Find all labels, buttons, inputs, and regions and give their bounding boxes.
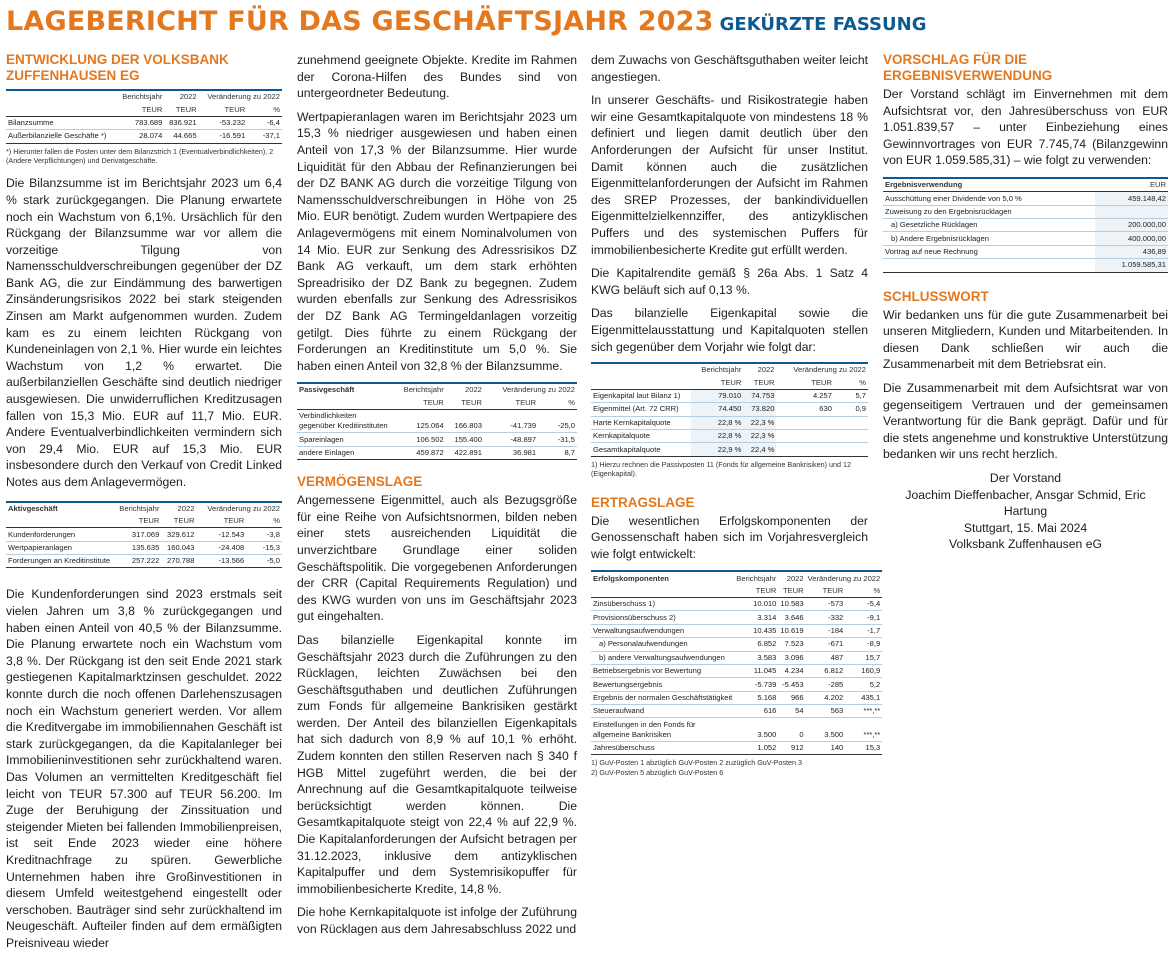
table-row: Jahresüberschuss 1.052 912 140 15,3 <box>591 741 882 754</box>
section-heading-assets: VERMÖGENSLAGE <box>297 474 423 490</box>
table-header: 2022 <box>164 90 198 103</box>
footnote: *) Hierunter fallen die Posten unter dem Bilanzstrich 1 (Eventualverbindlichkeiten), 2 (Andere Verpflichtungen) und Derivatgeschäfte. <box>6 146 274 165</box>
table-row: Bewertungsergebnis -5.739 -5.453 -285 5,2 <box>591 678 882 691</box>
table-row: Außerbilanzielle Geschäfte *) 28.074 44.665 -16.591 -37,1 <box>6 130 282 143</box>
section-heading-closing: SCHLUSSWORT <box>883 288 989 304</box>
paragraph: Das bilanzielle Eigenkapital sowie die Eigenmittelausstattung und Kapitalquoten stellen sich gegenüber dem Vorjahr wie folgt dar: <box>591 306 868 354</box>
table-row: Gesamtkapitalquote 22,9 % 22,4 % <box>591 443 868 456</box>
table-row: Provisionsüberschuss 2) 3.314 3.646 -332 -9,1 <box>591 611 882 624</box>
table-row: Eigenkapital laut Bilanz 1) 79.010 74.753 4.257 5,7 <box>591 389 868 402</box>
balance-table <box>6 89 282 144</box>
page-subtitle: GEKÜRZTE FASSUNG <box>719 14 927 35</box>
table-row: Kundenforderungen 317.069 329.612 -12.543 -3,8 <box>6 528 282 541</box>
table-unit: TEUR <box>199 103 248 116</box>
column-4 <box>883 52 1168 553</box>
equity-table: Berichtsjahr 2022 Veränderung zu 2022 TEUR TEUR TEUR % Eigenkapital laut Bilanz 1) 79.010 74.753 4.257 5,7 Eigenmittel (Art. 72 CRR) 74.450 73.820 630 0,9 Harte Kernkapitalquote 22,8 % 22,3 % Kernkapitalquote 22,8 % 22,3 % Gesamtkapitalquote 22,9 % 22,4 % <box>591 362 868 457</box>
footnote: 1) Hierzu rechnen die Passivposten 11 (Fonds für allgemeine Bankrisiken) und 12 (Eigenkapital). <box>591 459 851 479</box>
table-row: Kernkapitalquote 22,8 % 22,3 % <box>591 429 868 442</box>
paragraph: dem Zuwachs von Geschäftsguthaben weiter leicht angestiegen. <box>591 53 868 84</box>
paragraph: Wir bedanken uns für die gute Zusammenarbeit bei unseren Mitgliedern, Kunden und Mitarbeitenden. In diesen Dank schließen wir auch die Zusammenarbeit mit dem Betriebsrat ein. <box>883 307 1168 372</box>
paragraph: Die wesentlichen Erfolgskomponenten der Genossenschaft haben sich im Vorjahresvergleich wie folgt entwickelt: <box>591 513 868 561</box>
table-row: Zuweisung zu den Ergebnisrücklagen <box>883 205 1168 218</box>
table-title: Aktivgeschäft <box>6 502 112 515</box>
table-row: andere Einlagen 459.872 422.891 36.981 8,7 <box>297 446 577 459</box>
signature-line: Volksbank Zuffenhausen eG <box>949 537 1102 552</box>
signature-line: Stuttgart, 15. Mai 2024 <box>963 520 1088 535</box>
table-row: Betriebsergebnis vor Bewertung 11.045 4.234 6.812 160,9 <box>591 664 882 677</box>
table-row: Verwaltungsaufwendungen 10.435 10.619 -184 -1,7 <box>591 624 882 637</box>
section-heading-proposal: VORSCHLAG FÜR DIE ERGEBNISVERWENDUNG <box>883 52 1053 83</box>
table-unit: TEUR <box>116 103 164 116</box>
column-2 <box>297 52 577 945</box>
footnote: 1) GuV-Posten 1 abzüglich GuV-Posten 2 zuzüglich GuV-Posten 3 2) GuV-Posten 5 abzüglich GuV-Posten 6 <box>591 758 802 777</box>
table-row: Eigenmittel (Art. 72 CRR) 74.450 73.820 630 0,9 <box>591 403 868 416</box>
signature-line: Der Vorstand <box>989 470 1062 485</box>
table-title: Passivgeschäft <box>297 383 392 396</box>
table-row: Einstellungen in den Fonds für allgemeine Bankrisiken 3.500 0 3.500 ***,** <box>591 718 882 741</box>
table-row: b) Andere Ergebnisrücklagen 400.000,00 <box>883 232 1168 245</box>
assets-table: Aktivgeschäft Berichtsjahr 2022 Veränderung zu 2022 TEUR TEUR TEUR % Kundenforderungen 317.069 329.612 -12.543 -3,8 Wertpapieranlagen 135.635 160.043 -24.408 -15,3 Forderungen an Kreditinstitute 257.222 270.788 -13.566 -5,0 <box>6 501 282 569</box>
table-row: Ergebnis der normalen Geschäftstätigkeit 5.168 966 4.202 435,1 <box>591 691 882 704</box>
paragraph: Die Zusammenarbeit mit dem Aufsichtsrat war von gegenseitigem Vertrauen und der gemeinsamen Verantwortung für die Bank geprägt. Dafür und für die stets angenehme und konstruktive Unterstützung bedanken wir uns recht herzlich. <box>883 380 1168 462</box>
table-header: Berichtsjahr <box>116 90 164 103</box>
table-row: Ausschüttung einer Dividende von 5,0 % 459.148,42 <box>883 192 1168 205</box>
paragraph: In unserer Geschäfts- und Risikostrategie haben wir eine Gesamtkapitalquote von mindestens 18 % definiert und liegen damit deutlich über den Anforderungen der Aufsicht für unser Institut. Damit können auch die zusätzlichen Eigenmittelanforderungen der Aufsicht im Rahmen des SREP Prozesses, der bankindividuellen Eigenmittelzielkennziffer, des antizyklischen Puffers und des systemischen Puffers für immobilienbesicherte Kredite gut erfüllt werden. <box>591 93 868 257</box>
section-heading-earnings: ERTRAGSLAGE <box>591 494 695 510</box>
signature-block <box>883 470 1168 553</box>
section-heading-development: ENTWICKLUNG DER VOLKSBANK ZUFFENHAUSEN EG <box>6 52 229 83</box>
table-row: Steueraufwand 616 54 563 ***,** <box>591 705 882 718</box>
paragraph: Die Bilanzsumme ist im Berichtsjahr 2023 um 6,4 % stark zurückgegangen. Die Planung erwartete noch ein Wachstum von 6,1%. Ursächlich für den Rückgang der Bilanzsumme war vor allem die vorzeitige Tilgung von Namensschuldverschreibungen gegenüber der DZ Bank AG, die zur Eindämmung des barwertigen Zinsänderungsrisikos 2022 bei stark steigenden Zinsen am Markt aufgenommen wurden. Zudem kam es zu einem leichten Rückgang von Kundeneinlagen von 2,1 %. Hier wurde ein leichtes Wachstum von 1,2 % erwartet. Die außerbilanziellen Geschäfte sind deutlich niedriger ausgewiesen. Die unwiderruflichen Kreditzusagen fallen von 15,3 Mio. EUR auf 11,7 Mio. EUR. Andere Eventualverbindlichkeiten vermindern sich von 29,4 Mio. EUR auf 15,3 Mio. EUR insbesondere durch den Verkauf von Credit Linked Notes aus dem Anlagevermögen. <box>6 176 282 489</box>
table-title: Erfolgskomponenten <box>591 571 734 584</box>
table-row: Wertpapieranlagen 135.635 160.043 -24.408 -15,3 <box>6 541 282 554</box>
earnings-table: Erfolgskomponenten Berichtsjahr 2022 Veränderung zu 2022 TEUR TEUR TEUR % Zinsüberschuss 1) 10.010 10.583 -573 -5,4 Provisionsüberschuss 2) 3.314 3.646 -332 -9,1 Verwaltungsaufwendungen 10.435 10.619 -184 -1,7 a) Personalaufwendungen 6.852 7.523 -671 -8,9 b) andere Verwaltungsaufwendungen 3.583 3.096 487 15,7 Betriebsergebnis vor Bewertung 11.045 4.234 6.812 160,9 Bewertungsergebnis -5.739 -5.453 -285 5,2 Ergebnis der normalen Geschäftstätigkeit 5.168 966 4.202 435,1 Steueraufwand 616 54 563 ***,** Einstellungen in den Fonds für allgemeine Bankrisiken 3.500 0 3.500 ***,** Jahresüberschuss 1.052 912 140 15,3 <box>591 570 882 755</box>
table-unit: TEUR <box>164 103 198 116</box>
table-row: Verbindlichkeiten gegenüber Kreditinstituten 125.064 166.803 -41.739 -25,0 <box>297 410 577 433</box>
table-row: 1.059.585,31 <box>883 259 1168 272</box>
paragraph: Die hohe Kernkapitalquote ist infolge der Zuführung von Rücklagen aus dem Jahresabschluss 2022 und <box>297 905 577 936</box>
table-row: Bilanzsumme 783.689 836.921 -53.232 -6,4 <box>6 116 282 129</box>
table-row: Harte Kernkapitalquote 22,8 % 22,3 % <box>591 416 868 429</box>
column-1 <box>6 52 282 959</box>
paragraph: zunehmend geeignete Objekte. Kredite im Rahmen der Corona-Hilfen des Bundes sind von untergeordneter Bedeutung. <box>297 53 577 101</box>
signature-line: Joachim Dieffenbacher, Ansgar Schmid, Eric Hartung <box>905 487 1146 519</box>
page-title: LAGEBERICHT FÜR DAS GESCHÄFTSJAHR 2023 <box>6 6 714 37</box>
table-row: Forderungen an Kreditinstitute 257.222 270.788 -13.566 -5,0 <box>6 555 282 568</box>
page-header <box>6 6 926 37</box>
table-row: Spareinlagen 106.502 155.400 -48.897 -31,5 <box>297 433 577 446</box>
table-row: Vortrag auf neue Rechnung 436,89 <box>883 245 1168 258</box>
column-3 <box>591 52 881 777</box>
table-row: b) andere Verwaltungsaufwendungen 3.583 3.096 487 15,7 <box>591 651 882 664</box>
paragraph: Die Kundenforderungen sind 2023 erstmals seit vielen Jahren um 3,8 % zurückgegangen und haben einen Anteil von 40,5 % der Bilanzsumme. Die Planung erwartete noch ein Wachstum vom 3,8 %. Der Rückgang ist den seit Ende 2021 stark gestiegenen Kapitalmarktzinsen geschuldet. 2022 konnte durch die noch offenen Darlehenszusagen noch ein Wachstum generiert werden. Vor allem die Kreditvergabe im immobiliennahen Geschäft ist stark zurückgegangen, da die Kapitalanleger bei Immobilieninvestitionen sehr zurückhaltend waren. Das Volumen an vermittelten Kreditgeschäft fiel leicht von TEUR 57.300 auf TEUR 56.200. Im Zuge der Beruhigung der Zinssituation und steigender Mieten bei fallenden Immobilienpreisen, ist seit Ende 2023 wieder eine höhere Kreditnachfrage zu spüren. Gewerbliche Unternehmen haben ihre Großinvestitionen in diesem Umfeld weitestgehend eingestellt oder verschoben. Bauträger sind sehr zurückhaltend im Neugeschäft. Aufteiler finden auf dem ermäßigten Preisniveau wieder <box>6 587 282 950</box>
table-row: a) Personalaufwendungen 6.852 7.523 -671 -8,9 <box>591 638 882 651</box>
paragraph: Der Vorstand schlägt im Einvernehmen mit dem Aufsichtsrat vor, den Jahresüberschuss von EUR 1.051.839,57 – unter Einbeziehung eines Gewinnvortrages von EUR 7.745,74 (Bilanzgewinn von EUR 1.059.585,31) – wie folgt zu verwenden: <box>883 87 1168 168</box>
paragraph: Das bilanzielle Eigenkapital konnte im Geschäftsjahr 2023 durch die Zuführungen zu den Rücklagen, leichten Zuwächsen bei den Geschäftsguthaben und deutlichen Zuführungen zum Fonds für allgemeine Bankrisiken gestärkt werden. Der Anteil des bilanziellen Eigenkapitals hat sich dadurch von 8,9 % auf 10,1 % erhöht. Zudem konnten den stillen Reserven nach § 340 f HGB Mittel zugeführt werden, die bei der Anrechnung auf die Gesamtkapitalquote teilweise berücksichtigt werden können. Die Gesamtkapitalquote steigt von 22,4 % auf 22,9 %. Die Kapitalanforderungen der Aufsicht betragen per 31.12.2023, inklusive dem antizyklischen Kapitalpuffer und dem Systemrisikopuffer für immobilienbesicherte Kredite, 14,8 %. <box>297 632 577 896</box>
paragraph: Wertpapieranlagen waren im Berichtsjahr 2023 um 15,3 % niedriger ausgewiesen und haben einen Anteil von 17,3 % der Bilanzsumme. Hier wurde Liquidität für den Abbau der Refinanzierungen bei der DZ BANK AG durch die vorzeitige Tilgung von Namensschuldverschreibungen in Höhe von 25 Mio. EUR benötigt. Zudem wurden Wertpapiere des Anlagevermögens mit einem Nominalvolumen von 14 Mio. EUR zur Senkung des Adressrisikos DZ Bank AG verkauft, um dem stark erhöhten Spreadrisiko der DZ Bank zu begegnen. Zudem wurden ebenfalls zur Senkung des Adressrisikos der DZ Bank AG Termingeldanlagen vorzeitig getilgt. Dies führte zu einem Rückgang der Forderungen an Kreditinstitute um 5,0 %. Sie haben einen Anteil von 32,8 % der Bilanzsumme. <box>297 109 577 373</box>
paragraph: Die Kapitalrendite gemäß § 26a Abs. 1 Satz 4 KWG beläuft sich auf 0,13 %. <box>591 266 868 297</box>
table-header: Veränderung zu 2022 <box>199 90 282 103</box>
appropriation-table: Ergebnisverwendung EUR Ausschüttung einer Dividende von 5,0 % 459.148,42 Zuweisung zu den Ergebnisrücklagen a) Gesetzliche Rücklagen 200.000,00 b) Andere Ergebnisrücklagen 400.000,00 Vortrag auf neue Rechnung 436,89 1.059.585,31 <box>883 177 1168 273</box>
table-row: Zinsüberschuss 1) 10.010 10.583 -573 -5,4 <box>591 598 882 611</box>
table-unit: % <box>247 103 282 116</box>
table-row: a) Gesetzliche Rücklagen 200.000,00 <box>883 219 1168 232</box>
liabilities-table: Passivgeschäft Berichtsjahr 2022 Veränderung zu 2022 TEUR TEUR TEUR % Verbindlichkeiten gegenüber Kreditinstituten 125.064 166.803 -41.739 -25,0 Spareinlagen 106.502 155.400 -48.897 -31,5 andere Einlagen 459.872 422.891 36.981 8,7 <box>297 382 577 460</box>
paragraph: Angemessene Eigenmittel, auch als Bezugsgröße für eine Reihe von Aufsichtsnormen, bilden neben einer stets ausreichenden Liquidität die unverzichtbare Grundlage einer soliden Geschäftspolitik. Die vorgegebenen Anforderungen der CRR (Capital Requirements Regulation) und des KWG wurden von uns im Geschäftsjahr 2023 gut eingehalten. <box>297 493 577 624</box>
table-title: Ergebnisverwendung <box>883 178 1095 192</box>
